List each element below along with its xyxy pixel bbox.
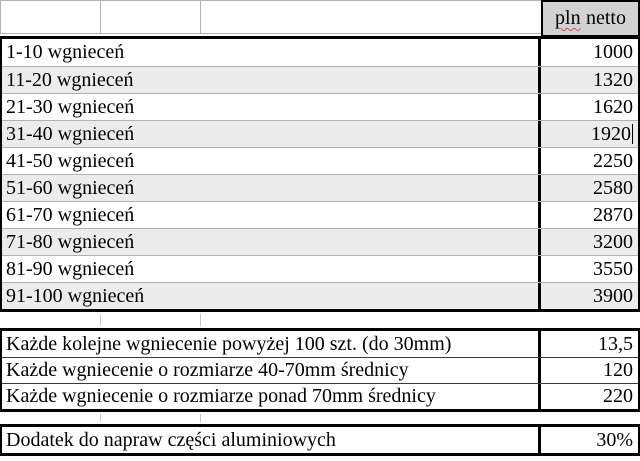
extra-charge-price-cell[interactable] xyxy=(541,331,638,357)
dent-range-cell[interactable]: 11-20 wgnieceń xyxy=(2,67,541,93)
price-value: 1920 xyxy=(591,122,631,145)
price-value: 2250 xyxy=(593,149,633,172)
aluminum-surcharge-description-cell[interactable]: Dodatek do napraw części aluminiowych xyxy=(2,427,541,453)
price-value: 3550 xyxy=(593,257,633,280)
dent-range-cell[interactable]: 91-100 wgnieceń xyxy=(2,283,541,309)
extra-charge-row xyxy=(2,383,638,409)
empty-cell-c1[interactable] xyxy=(201,1,541,33)
extra-charge-description-cell[interactable]: Każde wgniecenie o rozmiarze 40-70mm średnicy xyxy=(2,358,541,383)
aluminum-surcharge-value-cell[interactable] xyxy=(541,427,638,453)
extra-charge-price-cell[interactable] xyxy=(541,384,638,409)
dent-range-cell[interactable]: 41-50 wgnieceń xyxy=(2,148,541,174)
empty-cell-a1[interactable] xyxy=(1,1,101,33)
gridline-tick xyxy=(200,414,201,422)
extra-charge-value: 120 xyxy=(603,359,633,381)
price-value: 1000 xyxy=(593,41,633,63)
dent-range-cell[interactable]: 81-90 wgnieceń xyxy=(2,256,541,282)
price-table-row xyxy=(2,282,638,309)
extra-charges-table xyxy=(0,328,640,412)
extra-charge-row xyxy=(2,357,638,383)
dent-range-cell[interactable]: 61-70 wgnieceń xyxy=(2,202,541,228)
price-value: 1320 xyxy=(593,68,633,91)
sheet-gap-row xyxy=(0,413,541,423)
price-value: 3900 xyxy=(593,284,633,307)
price-cell[interactable] xyxy=(541,283,638,309)
price-table-row xyxy=(2,120,638,147)
price-table-row xyxy=(2,39,638,66)
aluminum-surcharge-table xyxy=(0,424,640,456)
price-table-row xyxy=(2,66,638,93)
sheet-gap-row xyxy=(0,313,541,327)
extra-charge-description-cell[interactable]: Każde kolejne wgniecenie powyżej 100 szt. (do 30mm) xyxy=(2,331,541,357)
dent-count-price-table xyxy=(0,36,640,312)
header-word-netto: netto xyxy=(585,7,626,29)
price-cell[interactable] xyxy=(541,148,638,174)
aluminum-surcharge-row xyxy=(2,427,638,453)
price-table-row xyxy=(2,147,638,174)
dent-range-cell[interactable]: 1-10 wgnieceń xyxy=(2,39,541,66)
price-value: 2580 xyxy=(593,176,633,199)
empty-cell-b1[interactable] xyxy=(101,1,201,33)
dent-range-cell[interactable]: 21-30 wgnieceń xyxy=(2,94,541,120)
extra-charge-description-cell[interactable]: Każde wgniecenie o rozmiarze ponad 70mm średnicy xyxy=(2,384,541,409)
extra-charge-row xyxy=(2,331,638,357)
aluminum-surcharge-value: 30% xyxy=(596,428,633,451)
price-table-row xyxy=(2,255,638,282)
price-cell[interactable] xyxy=(541,229,638,255)
price-cell[interactable] xyxy=(541,94,638,120)
dent-range-cell[interactable]: 71-80 wgnieceń xyxy=(2,229,541,255)
price-cell[interactable] xyxy=(541,256,638,282)
price-cell[interactable] xyxy=(541,175,638,201)
text-cursor xyxy=(632,124,633,144)
extra-charge-value: 220 xyxy=(603,385,633,407)
empty-header-row xyxy=(0,0,541,34)
price-cell[interactable] xyxy=(541,39,638,66)
dent-range-cell[interactable]: 51-60 wgnieceń xyxy=(2,175,541,201)
header-word-pln: pln xyxy=(555,7,581,29)
column-header-pln-netto[interactable] xyxy=(541,0,640,37)
extra-charge-price-cell[interactable] xyxy=(541,358,638,383)
price-cell[interactable] xyxy=(541,121,638,147)
price-cell[interactable] xyxy=(541,67,638,93)
price-value: 3200 xyxy=(593,230,633,253)
extra-charge-value: 13,5 xyxy=(598,332,633,355)
price-cell[interactable] xyxy=(541,202,638,228)
price-table-row xyxy=(2,93,638,120)
gridline-tick xyxy=(200,314,201,326)
dent-range-cell[interactable]: 31-40 wgnieceń xyxy=(2,121,541,147)
price-value: 2870 xyxy=(593,203,633,226)
price-value: 1620 xyxy=(593,95,633,118)
gridline-tick xyxy=(100,314,101,326)
price-table-row xyxy=(2,201,638,228)
price-table-row xyxy=(2,228,638,255)
gridline-tick xyxy=(100,414,101,422)
price-table-row xyxy=(2,174,638,201)
